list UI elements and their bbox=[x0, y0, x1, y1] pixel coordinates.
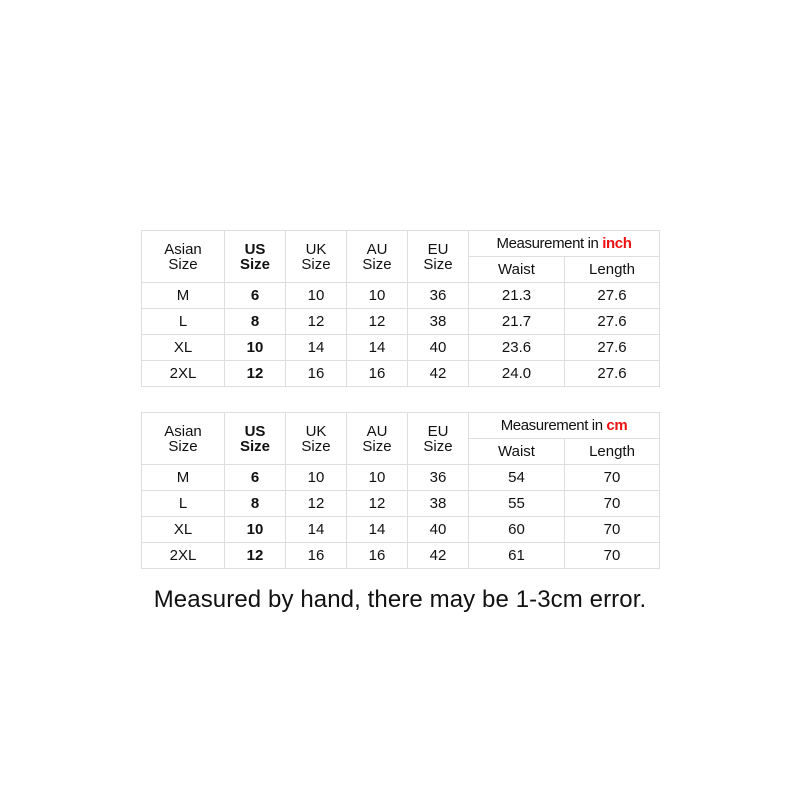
cell-waist: 55 bbox=[469, 491, 565, 517]
cell-us: 12 bbox=[225, 361, 286, 387]
measurement-unit: inch bbox=[602, 235, 632, 252]
cell-asian: 2XL bbox=[142, 543, 225, 569]
header-uk-line1: UK bbox=[305, 422, 327, 440]
header-au-size bbox=[347, 413, 408, 465]
table-row bbox=[142, 283, 660, 309]
cell-eu: 40 bbox=[408, 335, 469, 361]
cell-uk: 12 bbox=[286, 491, 347, 517]
cell-au: 10 bbox=[347, 465, 408, 491]
cell-us: 6 bbox=[225, 283, 286, 309]
size-chart-cm bbox=[141, 412, 660, 569]
measurement-note: Measured by hand, there may be 1-3cm error. bbox=[153, 586, 647, 613]
header-asian-size bbox=[142, 231, 225, 283]
header-asian-line2: Size bbox=[168, 437, 198, 455]
size-chart-inch bbox=[141, 230, 660, 387]
cell-asian: L bbox=[142, 309, 225, 335]
cell-au: 14 bbox=[347, 517, 408, 543]
header-row bbox=[142, 231, 660, 257]
cell-us: 10 bbox=[225, 517, 286, 543]
header-us-line1: US bbox=[244, 422, 266, 440]
header-us-line2: Size bbox=[239, 437, 270, 455]
cell-waist: 61 bbox=[469, 543, 565, 569]
table-row bbox=[142, 491, 660, 517]
cell-length: 27.6 bbox=[565, 361, 660, 387]
cell-uk: 12 bbox=[286, 309, 347, 335]
cell-asian: XL bbox=[142, 517, 225, 543]
header-asian-line1: Asian bbox=[164, 240, 202, 258]
cell-asian: M bbox=[142, 465, 225, 491]
cell-au: 14 bbox=[347, 335, 408, 361]
cell-uk: 10 bbox=[286, 283, 347, 309]
cell-length: 70 bbox=[565, 517, 660, 543]
cell-length: 27.6 bbox=[565, 335, 660, 361]
measurement-prefix: Measurement in bbox=[500, 417, 607, 434]
header-eu-line2: Size bbox=[423, 437, 453, 455]
cell-uk: 10 bbox=[286, 465, 347, 491]
cell-waist: 24.0 bbox=[469, 361, 565, 387]
header-au-line1: AU bbox=[366, 240, 388, 258]
cell-au: 16 bbox=[347, 543, 408, 569]
header-eu-line2: Size bbox=[423, 255, 453, 273]
cell-us: 6 bbox=[225, 465, 286, 491]
header-au-size bbox=[347, 231, 408, 283]
cell-waist: 21.3 bbox=[469, 283, 565, 309]
cell-au: 10 bbox=[347, 283, 408, 309]
header-asian-size bbox=[142, 413, 225, 465]
cell-eu: 38 bbox=[408, 491, 469, 517]
header-us-size bbox=[225, 231, 286, 283]
header-asian-line1: Asian bbox=[164, 422, 202, 440]
table-row bbox=[142, 465, 660, 491]
table-row bbox=[142, 517, 660, 543]
header-waist: Waist bbox=[469, 439, 565, 465]
cell-eu: 40 bbox=[408, 517, 469, 543]
header-uk-size bbox=[286, 413, 347, 465]
table-row bbox=[142, 309, 660, 335]
cell-au: 16 bbox=[347, 361, 408, 387]
header-us-line2: Size bbox=[239, 255, 270, 273]
header-measurement bbox=[469, 231, 660, 257]
table-row bbox=[142, 335, 660, 361]
cell-uk: 14 bbox=[286, 517, 347, 543]
header-eu-size bbox=[408, 231, 469, 283]
header-eu-line1: EU bbox=[427, 422, 449, 440]
header-row bbox=[142, 413, 660, 439]
cell-length: 70 bbox=[565, 465, 660, 491]
cell-us: 10 bbox=[225, 335, 286, 361]
header-uk-size bbox=[286, 231, 347, 283]
measurement-unit: cm bbox=[606, 417, 628, 434]
header-au-line1: AU bbox=[366, 422, 388, 440]
cell-length: 27.6 bbox=[565, 309, 660, 335]
cell-uk: 16 bbox=[286, 361, 347, 387]
cell-uk: 14 bbox=[286, 335, 347, 361]
cell-eu: 42 bbox=[408, 361, 469, 387]
cell-eu: 36 bbox=[408, 283, 469, 309]
header-uk-line2: Size bbox=[301, 437, 331, 455]
cell-us: 8 bbox=[225, 491, 286, 517]
cell-us: 8 bbox=[225, 309, 286, 335]
cell-waist: 54 bbox=[469, 465, 565, 491]
cell-waist: 23.6 bbox=[469, 335, 565, 361]
header-length: Length bbox=[565, 257, 660, 283]
cell-waist: 60 bbox=[469, 517, 565, 543]
header-eu-size bbox=[408, 413, 469, 465]
cell-uk: 16 bbox=[286, 543, 347, 569]
cell-us: 12 bbox=[225, 543, 286, 569]
cell-asian: XL bbox=[142, 335, 225, 361]
header-eu-line1: EU bbox=[427, 240, 449, 258]
cell-au: 12 bbox=[347, 491, 408, 517]
header-asian-line2: Size bbox=[168, 255, 198, 273]
table-row bbox=[142, 361, 660, 387]
header-measurement bbox=[469, 413, 660, 439]
header-us-line1: US bbox=[244, 240, 266, 258]
header-uk-line2: Size bbox=[301, 255, 331, 273]
measurement-prefix: Measurement in bbox=[496, 235, 603, 252]
cell-waist: 21.7 bbox=[469, 309, 565, 335]
cell-eu: 38 bbox=[408, 309, 469, 335]
cell-eu: 42 bbox=[408, 543, 469, 569]
cell-asian: M bbox=[142, 283, 225, 309]
header-waist: Waist bbox=[469, 257, 565, 283]
cell-asian: L bbox=[142, 491, 225, 517]
header-uk-line1: UK bbox=[305, 240, 327, 258]
cell-length: 70 bbox=[565, 491, 660, 517]
table-row bbox=[142, 543, 660, 569]
cell-au: 12 bbox=[347, 309, 408, 335]
header-us-size bbox=[225, 413, 286, 465]
cell-asian: 2XL bbox=[142, 361, 225, 387]
header-au-line2: Size bbox=[362, 437, 392, 455]
cell-length: 27.6 bbox=[565, 283, 660, 309]
cell-eu: 36 bbox=[408, 465, 469, 491]
cell-length: 70 bbox=[565, 543, 660, 569]
header-au-line2: Size bbox=[362, 255, 392, 273]
header-length: Length bbox=[565, 439, 660, 465]
